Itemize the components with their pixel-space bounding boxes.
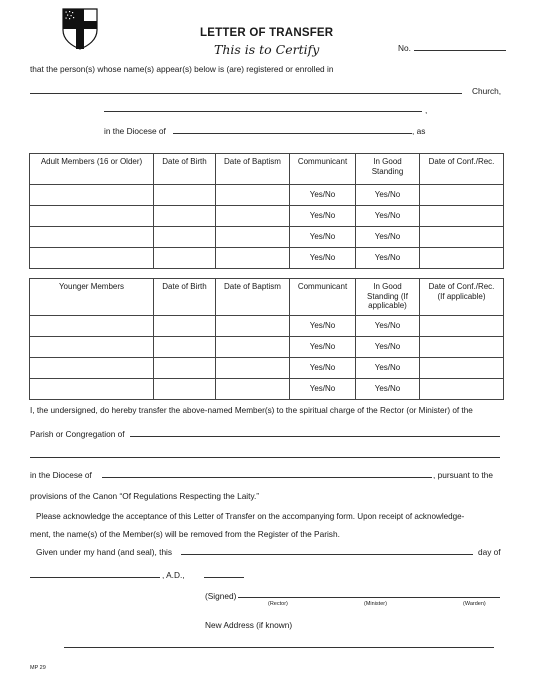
header-cell: Communicant (290, 279, 356, 316)
acknowledge-text-2: ment, the name(s) of the Member(s) will be removed from the Register of the Parish. (30, 529, 340, 539)
comma-label: , (425, 105, 428, 115)
warden-label: (Warden) (463, 601, 486, 607)
header-cell: Date of Baptism (216, 154, 290, 185)
communicant-cell[interactable]: Yes/No (290, 227, 356, 248)
table-cell[interactable] (30, 248, 154, 269)
table-cell[interactable] (420, 316, 504, 337)
table-cell[interactable] (216, 358, 290, 379)
table-cell[interactable] (30, 358, 154, 379)
adult-members-table (29, 153, 504, 269)
table-header-row (30, 154, 504, 185)
header-cell: Date of Conf./Rec. (If applicable) (420, 279, 504, 316)
good-standing-cell[interactable]: Yes/No (356, 379, 420, 400)
document-title: LETTER OF TRANSFER (200, 27, 334, 39)
table-cell[interactable] (30, 185, 154, 206)
ad-label: , A.D., (162, 570, 185, 580)
table-cell[interactable] (420, 337, 504, 358)
parish-field[interactable] (130, 436, 500, 437)
minister-label: (Minister) (364, 601, 387, 607)
table-cell[interactable] (216, 248, 290, 269)
table-row (30, 337, 504, 358)
header-cell: Date of Conf./Rec. (420, 154, 504, 185)
transfer-diocese-label: in the Diocese of (30, 470, 92, 480)
good-standing-cell[interactable]: Yes/No (356, 316, 420, 337)
number-field[interactable] (414, 50, 506, 51)
transfer-diocese-field[interactable] (102, 477, 432, 478)
table-cell[interactable] (420, 227, 504, 248)
table-cell[interactable] (216, 185, 290, 206)
as-label: , as (412, 126, 426, 136)
table-cell[interactable] (30, 227, 154, 248)
day-of-label: day of (478, 547, 501, 557)
given-label: Given under my hand (and seal), this (36, 547, 173, 557)
number-label: No. (398, 43, 411, 53)
church-location-field[interactable] (104, 111, 422, 112)
good-standing-cell[interactable]: Yes/No (356, 206, 420, 227)
table-cell[interactable] (154, 337, 216, 358)
table-cell[interactable] (420, 206, 504, 227)
communicant-cell[interactable]: Yes/No (290, 379, 356, 400)
good-standing-cell[interactable]: Yes/No (356, 358, 420, 379)
month-field[interactable] (30, 577, 160, 578)
header-cell: Adult Members (16 or Older) (30, 154, 154, 185)
table-row (30, 206, 504, 227)
table-cell[interactable] (30, 316, 154, 337)
new-address-label: New Address (if known) (205, 620, 293, 630)
canon-text: provisions of the Canon “Of Regulations Respecting the Laity.” (30, 491, 260, 501)
table-cell[interactable] (30, 206, 154, 227)
intro-text: that the person(s) whose name(s) appear(s) below is (are) registered or enrolled in (30, 64, 334, 74)
table-cell[interactable] (154, 185, 216, 206)
table-cell[interactable] (154, 379, 216, 400)
table-row (30, 316, 504, 337)
header-cell: Date of Baptism (216, 279, 290, 316)
acknowledge-text-1: Please acknowledge the acceptance of this Letter of Transfer on the accompanying form. Upon receipt of acknowledge- (36, 512, 465, 521)
table-cell[interactable] (216, 316, 290, 337)
table-row (30, 227, 504, 248)
table-cell[interactable] (154, 248, 216, 269)
table-cell[interactable] (30, 337, 154, 358)
table-row (30, 358, 504, 379)
table-row (30, 185, 504, 206)
good-standing-cell[interactable]: Yes/No (356, 337, 420, 358)
header-cell: Date of Birth (154, 279, 216, 316)
table-cell[interactable] (420, 358, 504, 379)
table-cell[interactable] (154, 316, 216, 337)
table-cell[interactable] (420, 248, 504, 269)
good-standing-cell[interactable]: Yes/No (356, 185, 420, 206)
communicant-cell[interactable]: Yes/No (290, 358, 356, 379)
header-cell: Date of Birth (154, 154, 216, 185)
signature-field[interactable] (238, 597, 500, 598)
year-field[interactable] (204, 577, 244, 578)
rector-label: (Rector) (268, 601, 288, 607)
table-header-row (30, 279, 504, 316)
communicant-cell[interactable]: Yes/No (290, 316, 356, 337)
header-cell: Communicant (290, 154, 356, 185)
diocese-label: in the Diocese of (104, 126, 166, 136)
church-shield-logo (62, 8, 98, 50)
new-address-field[interactable] (64, 647, 494, 648)
church-label: Church, (472, 86, 502, 96)
younger-members-table (29, 278, 504, 400)
communicant-cell[interactable]: Yes/No (290, 185, 356, 206)
diocese-field[interactable] (173, 133, 412, 134)
header-cell: In Good Standing (If applicable) (356, 279, 420, 316)
table-cell[interactable] (154, 227, 216, 248)
signed-label: (Signed) (205, 591, 237, 601)
table-cell[interactable] (420, 379, 504, 400)
table-cell[interactable] (216, 379, 290, 400)
table-cell[interactable] (30, 379, 154, 400)
communicant-cell[interactable]: Yes/No (290, 248, 356, 269)
header-cell: In Good Standing (356, 154, 420, 185)
table-row (30, 248, 504, 269)
good-standing-cell[interactable]: Yes/No (356, 227, 420, 248)
good-standing-cell[interactable]: Yes/No (356, 248, 420, 269)
certify-heading: This is to Certify (214, 42, 320, 57)
table-cell[interactable] (154, 358, 216, 379)
day-field[interactable] (181, 554, 473, 555)
pursuant-label: , pursuant to the (433, 470, 493, 480)
communicant-cell[interactable]: Yes/No (290, 337, 356, 358)
communicant-cell[interactable]: Yes/No (290, 206, 356, 227)
table-cell[interactable] (216, 337, 290, 358)
table-cell[interactable] (420, 185, 504, 206)
parish-field-continued[interactable] (30, 457, 500, 458)
table-cell[interactable] (216, 227, 290, 248)
parish-label: Parish or Congregation of (30, 429, 125, 439)
table-row (30, 379, 504, 400)
church-name-field[interactable] (30, 93, 462, 94)
table-cell[interactable] (216, 206, 290, 227)
header-cell: Younger Members (30, 279, 154, 316)
transfer-statement: I, the undersigned, do hereby transfer the above-named Member(s) to the spiritual charge of the Rector (or Minister) of the (30, 406, 473, 415)
table-cell[interactable] (154, 206, 216, 227)
form-code: MP 29 (30, 665, 46, 671)
